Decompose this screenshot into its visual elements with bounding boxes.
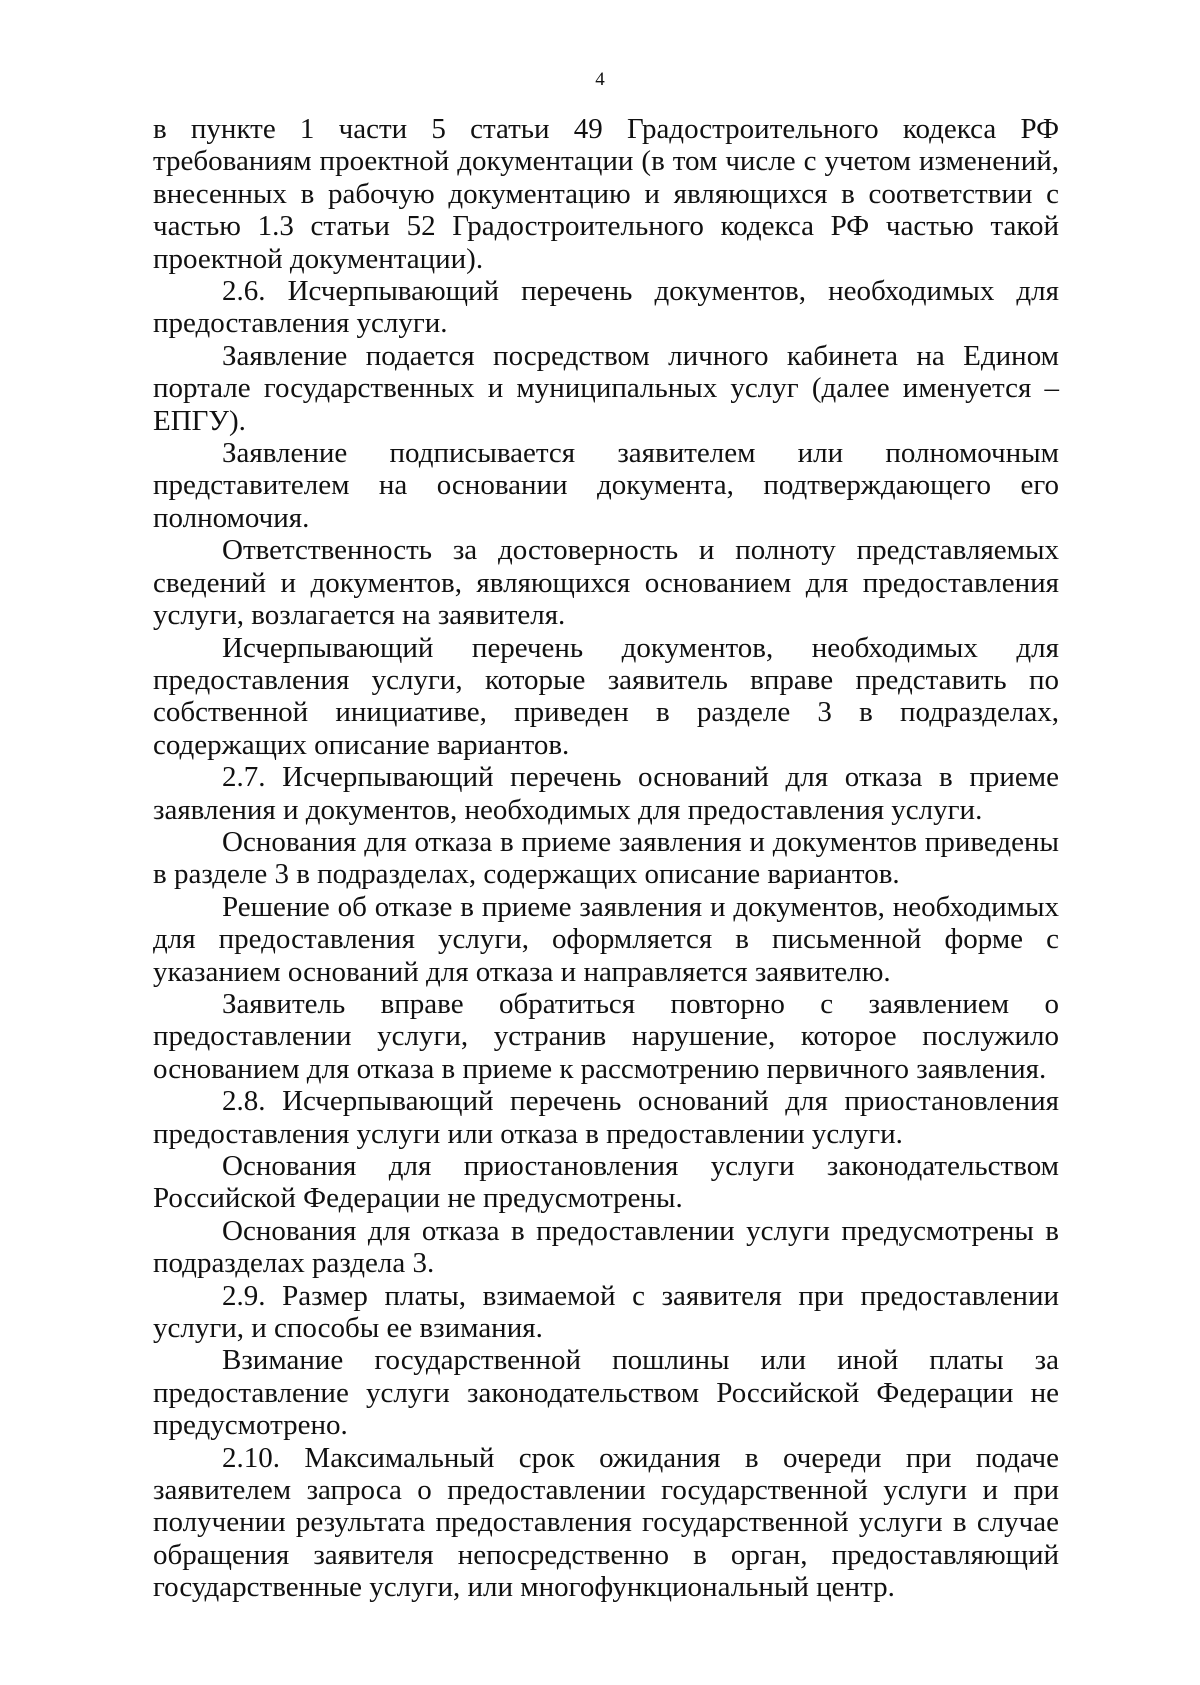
paragraph-continuation: в пункте 1 части 5 статьи 49 Градостроительного кодекса РФ требованиям проектной документации (в том числе с учетом изменений, внесенных в рабочую документацию и являющихся в соответствии с частью 1.3 статьи 52 Градостроительного кодекса РФ частью такой проектной документации). bbox=[153, 113, 1059, 275]
section-heading-2-10: 2.10. Максимальный срок ожидания в очереди при подаче заявителем запроса о предоставлении государственной услуги и при получении результата предоставления государственной услуги в случае обращения заявителя непосредственно в орган, предоставляющий государственные услуги, или многофункциональный центр. bbox=[153, 1441, 1059, 1604]
paragraph: Исчерпывающий перечень документов, необходимых для предоставления услуги, которые заявитель вправе представить по собственной инициативе, приведен в разделе 3 в подразделах, содержащих описание вариантов. bbox=[153, 631, 1059, 761]
section-heading-2-6: 2.6. Исчерпывающий перечень документов, необходимых для предоставления услуги. bbox=[153, 275, 1059, 340]
page-number: 4 bbox=[595, 69, 605, 90]
paragraph: Основания для отказа в предоставлении услуги предусмотрены в подразделах раздела 3. bbox=[153, 1214, 1059, 1280]
paragraph: Решение об отказе в приеме заявления и документов, необходимых для предоставления услуги, оформляется в письменной форме с указанием оснований для отказа и направляется заявителю. bbox=[153, 890, 1059, 988]
paragraph: Взимание государственной пошлины или иной платы за предоставление услуги законодательством Российской Федерации не предусмотрено. bbox=[153, 1344, 1059, 1442]
section-heading-2-8: 2.8. Исчерпывающий перечень оснований для приостановления предоставления услуги или отказа в предоставлении услуги. bbox=[153, 1085, 1059, 1150]
section-heading-2-7: 2.7. Исчерпывающий перечень оснований для отказа в приеме заявления и документов, необходимых для предоставления услуги. bbox=[153, 761, 1059, 826]
paragraph: Ответственность за достоверность и полноту представляемых сведений и документов, являющихся основанием для предоставления услуги, возлагается на заявителя. bbox=[153, 534, 1059, 632]
paragraph: Заявление подается посредством личного кабинета на Едином портале государственных и муниципальных услуг (далее именуется – ЕПГУ). bbox=[153, 339, 1059, 437]
document-body bbox=[153, 113, 1059, 1604]
paragraph: Основания для отказа в приеме заявления и документов приведены в разделе 3 в подразделах, содержащих описание вариантов. bbox=[153, 825, 1059, 891]
section-heading-2-9: 2.9. Размер платы, взимаемой с заявителя при предоставлении услуги, и способы ее взимания. bbox=[153, 1279, 1059, 1345]
paragraph: Заявление подписывается заявителем или полномочным представителем на основании документа, подтверждающего его полномочия. bbox=[153, 437, 1059, 534]
paragraph: Основания для приостановления услуги законодательством Российской Федерации не предусмотрены. bbox=[153, 1150, 1059, 1215]
paragraph: Заявитель вправе обратиться повторно с заявлением о предоставлении услуги, устранив нарушение, которое послужило основанием для отказа в приеме к рассмотрению первичного заявления. bbox=[153, 987, 1059, 1085]
